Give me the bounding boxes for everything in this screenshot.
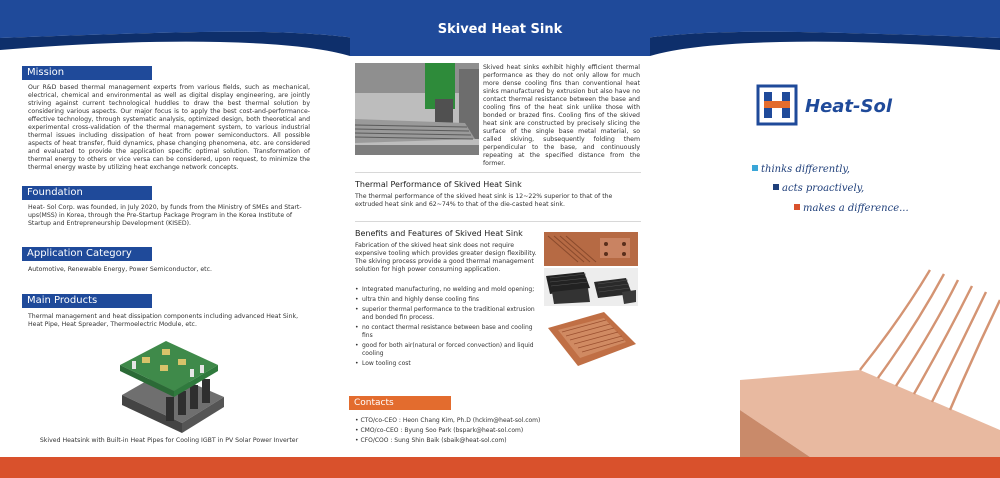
divider — [355, 221, 641, 222]
footer-band — [0, 457, 1000, 478]
square-icon — [794, 204, 800, 210]
contact-item: • CMO/co-CEO : Byung Soo Park (bspark@heat-sol.com) — [355, 426, 540, 436]
slogan-line: makes a difference... — [794, 203, 909, 214]
contacts-list — [355, 416, 540, 446]
product-image — [112, 335, 232, 433]
heatsink-fins-illustration — [740, 260, 1000, 457]
square-icon — [773, 184, 779, 190]
performance-heading: Thermal Performance of Skived Heat Sink — [355, 180, 522, 189]
list-item: • good for both air(natural or forced convection) and liquid cooling — [355, 342, 541, 358]
slogan-line: thinks differently, — [752, 164, 850, 175]
page-title: Skived Heat Sink — [437, 22, 563, 37]
application-text: Automotive, Renewable Energy, Power Semiconductor, etc. — [28, 266, 212, 273]
mission-text: Our R&D based thermal management experts from various fields, such as mechanical, electrical, chemical and environmental as well as digital display engineering, are jointly striving against current technological huddles to draw the best thermal solution by considering various aspects. Our major focus is to apply the best cost-and-performance-effective technology, through systematic analysis, optimized design, both theoretical and experimental cross-validation of the thermal management system, to various industrial thermal issues including dissipation of heat from power semiconductors. All possible aspects of heat transfer, fluid dynamics, phase changing phenomena, etc. are considered and evaluated to provide the application specific optimal solution. Transformation of thermal energy to others or vice versa can be considered, upon request, to minimize the thermal energy waste by utilizing heat exchange network concepts. — [28, 84, 310, 171]
slogan-line: acts proactively, — [773, 183, 864, 194]
products-text: Thermal management and heat dissipation components including advanced Heat Sink, Heat Pipe, Heat Spreader, Thermoelectric Module, etc. — [28, 313, 299, 328]
divider — [355, 172, 641, 173]
list-item: • Low tooling cost — [355, 360, 541, 368]
copper-heatsink-photo — [544, 232, 638, 266]
skived-intro-text: Skived heat sinks exhibit highly efficient thermal performance as they do not only allow for much more dense cooling fins than conventional heat sinks manufactured by extrusion but also have no contact thermal resistance between the base and cooling fins of the heat sink unlike those with bonded or brazed fins. Cooling fins of the skived heat sink are constructed by precisely slicing the surface of the single base metal material, so called skiving, subsequently folding them perpendicular to the base, and continuously repeating at the specified distance from the former. — [483, 64, 640, 167]
contact-item: • CTO/co-CEO : Heon Chang Kim, Ph.D (hckim@heat-sol.com) — [355, 416, 540, 426]
square-icon — [752, 165, 758, 171]
benefits-heading: Benefits and Features of Skived Heat Sink — [355, 229, 523, 238]
mission-heading: Mission — [22, 66, 152, 80]
foundation-heading: Foundation — [22, 186, 152, 200]
product-caption: Skived Heatsink with Built-in Heat Pipes for Cooling IGBT in PV Solar Power Inverter — [39, 437, 299, 444]
copper-plate-photo — [544, 308, 638, 368]
benefits-text: Fabrication of the skived heat sink does not require expensive tooling which provides greater design flexibility. The skiving process provide a good thermal management solution for high power consuming application. — [355, 242, 537, 273]
list-item: • Integrated manufacturing, no welding and mold opening; — [355, 286, 541, 294]
contact-item: • CFO/COO : Sung Shin Baik (sbaik@heat-sol.com) — [355, 436, 540, 446]
application-heading: Application Category — [22, 247, 152, 261]
performance-text: The thermal performance of the skived heat sink is 12~22% superior to that of the extruded heat sink and 62~74% to that of the die-casted heat sink. — [355, 193, 613, 208]
list-item: • ultra thin and highly dense cooling fins — [355, 296, 541, 304]
contacts-heading: Contacts — [349, 396, 451, 410]
products-heading: Main Products — [22, 294, 152, 308]
foundation-text: Heat- Sol Corp. was founded, in July 2020, by funds from the Ministry of SMEs and Start-ups(MSS) in Korea, through the Pre-Startup Package Program in the Korea Institute of Startup and Entrepreneurship Development (KISED). — [28, 204, 302, 227]
list-item: • superior thermal performance to the traditional extrusion and bonded fin process. — [355, 306, 541, 322]
list-item: • no contact thermal resistance between base and cooling fins — [355, 324, 541, 340]
brand-name: Heat-Sol — [805, 96, 892, 117]
skiving-machine-photo — [355, 63, 479, 155]
benefits-list — [355, 286, 541, 370]
black-heatsinks-photo — [544, 268, 638, 306]
